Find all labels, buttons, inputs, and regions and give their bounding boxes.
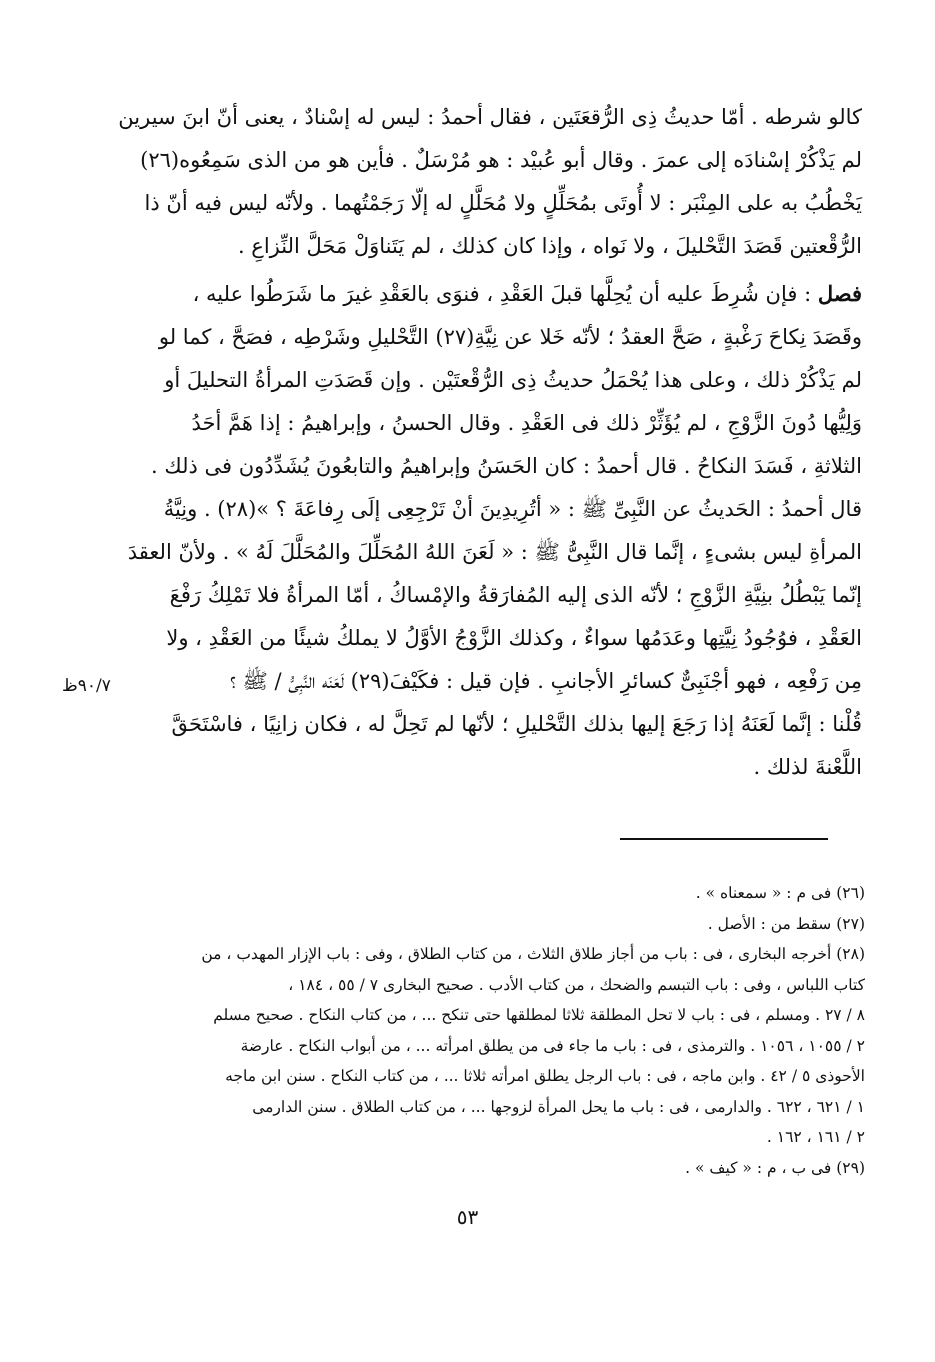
footnote-line: (٢٧) سقط من : الأصل . (707, 914, 865, 933)
text-line: المرأةِ ليس بشىءٍ ، إنَّما قال النَّبِىُّ ﷺ : « لَعَنَ اللهُ المُحَلِّلَ والمُحَلَّلَ لَهُ » . ولأنّ العقدَ (127, 540, 862, 564)
footnote-line: ٢ / ١٠٥٥ ، ١٠٥٦ . والترمذى ، فى : باب ما جاء فى من يطلق امرأته ... ، من أبواب النكاح . عارضة (240, 1036, 865, 1055)
footnote-line: ٨ / ٢٧ . ومسلم ، فى : باب لا تحل المطلقة ثلاثا لمطلقها حتى تنكح ... ، من كتاب النكاح . صحيح مسلم (213, 1006, 865, 1024)
text-line: اللَّعْنةَ لذلك . (753, 755, 862, 779)
text-line: لم يَذْكُرْ ذلك ، وعلى هذا يُحْمَلُ حديثُ ذِى الرُّقْعتَيْن . وإن قَصَدَتِ المرأةُ التحليلَ أو (164, 368, 862, 392)
text-line: قُلْنا : إنَّما لَعَنَهُ إذا رَجَعَ إليها بذلك التَّحْليلِ ؛ لأنّها لم تَحِلَّ له ، فكان زانِيًا ، فاسْتَحَقَّ (171, 712, 862, 736)
footnote-line: كتاب اللباس ، وفى : باب التبسم والضحك ، من كتاب الأدب . صحيح البخارى ٧ / ٥٥ ، ١٨٤ ، (288, 975, 865, 994)
paragraph-1 (118, 96, 862, 268)
section-heading: فصل (817, 281, 862, 306)
text-line-rest: : فإن شُرِطَ عليه أن يُحِلَّها قبلَ العَقْدِ ، فنوَى بالعَقْدِ غيرَ ما شَرَطُوا عليه ، (192, 282, 812, 306)
main-text (118, 96, 862, 789)
text-line: يَخْطُبُ به على المِنْبَر : لا أُوتَى بمُحَلِّلٍ ولا مُحَلَّلٍ له إلّا رَجَمْتُهما . ولأنّه ليس فيه أنّ ذا (144, 191, 862, 215)
footnote-line: (٢٦) فى م : « سمعناه » . (695, 884, 865, 902)
text-line: مِن رَفْعِه ، فهو أجْنَبِىٌّ كسائرِ الأجانبِ . فإن قيل : فكَيْفَ(٢٩) لَعَنَه النَّبِىُّ / ﷺ ؟ (230, 669, 862, 693)
footnote-line: (٢٩) فى ب ، م : « كيف » . (685, 1158, 865, 1177)
text-line: إنّما يَبْطُلُ بنِيَّةِ الزَّوْجِ ؛ لأنّه الذى إليه المُفارَقةُ والإمْساكُ ، أمّا المرأةُ فلا تَمْلِكُ رَفْعَ (169, 583, 862, 607)
text-line (150, 272, 862, 316)
text-line: وَلِيُّها دُونَ الزَّوْجِ ، لم يُؤَثِّرْ ذلك فى العَقْدِ . وقال الحسنُ ، وإبراهيمُ : إذا هَمَّ أحَدُ (191, 411, 862, 435)
text-line: الرُّقْعتين قَصَدَ التَّحْليلَ ، ولا نَواه ، وإذا كان كذلك ، لم يَتَناوَلْ مَحَلَّ النِّزاعِ . (237, 234, 862, 258)
text-line: لم يَذْكُرْ إسْنادَه إلى عمرَ . وقال أبو عُبيْد : هو مُرْسَلٌ . فأين هو من الذى سَمِعُوه(٢٦) (140, 148, 862, 172)
page-number: ٥٣ (456, 1205, 479, 1229)
text-line: كالو شرطه . أمّا حديثُ ذِى الرُّقعَتَين ، فقال أحمدُ : ليس له إسْنادٌ ، يعنى أنّ ابنَ سيرين (118, 105, 862, 129)
footnote-line: ١ / ٦٢١ ، ٦٢٢ . والدارمى ، فى : باب ما يحل المرأة لزوجها ... ، من كتاب الطلاق . سنن الدارمى (252, 1097, 865, 1116)
text-line: العَقْدِ ، فوُجُودُ نِيَّتِها وعَدَمُها سواءٌ ، وكذلك الزَّوْجُ الأوَّلُ لا يملكُ شيئًا من العَقْدِ ، ولا (166, 626, 862, 650)
paragraph-2 (127, 272, 862, 789)
text-line: الثلاثةِ ، فَسَدَ النكاحُ . قال أحمدُ : كان الحَسَنُ وإبراهيمُ والتابعُونَ يُشَدِّدُون فى ذلك . (151, 454, 862, 478)
footnote-line: الأحوذى ٥ / ٤٢ . وابن ماجه ، فى : باب الرجل يطلق امرأته ثلاثا ... ، من كتاب النكاح . سنن ابن ماجه (225, 1067, 865, 1085)
text-line: وقَصَدَ نِكاحَ رَغْبةٍ ، صَحَّ العقدُ ؛ لأنّه خَلا عن نِيَّةِ(٢٧) التَّحْليلِ وشَرْطِه ، فصَحَّ ، كما لو (158, 325, 862, 349)
footnote-line: ٢ / ١٦١ ، ١٦٢ . (766, 1128, 865, 1146)
footnote-line: (٢٨) أخرجه البخارى ، فى : باب من أجاز طلاق الثلاث ، من كتاب الطلاق ، وفى : باب الإزار المهدب ، من (201, 945, 865, 963)
text-line: قال أحمدُ : الحَديثُ عن النَّبِىِّ ﷺ : « أتُرِيدِينَ أنْ تَرْجِعِى إلَى رِفاعَةَ ؟ »(٢٨) . ونِيَّةُ (163, 497, 862, 521)
margin-folio-reference: ٩٠/٧ظ (62, 676, 111, 696)
footnote-separator (620, 838, 828, 840)
footnotes (150, 878, 865, 1183)
